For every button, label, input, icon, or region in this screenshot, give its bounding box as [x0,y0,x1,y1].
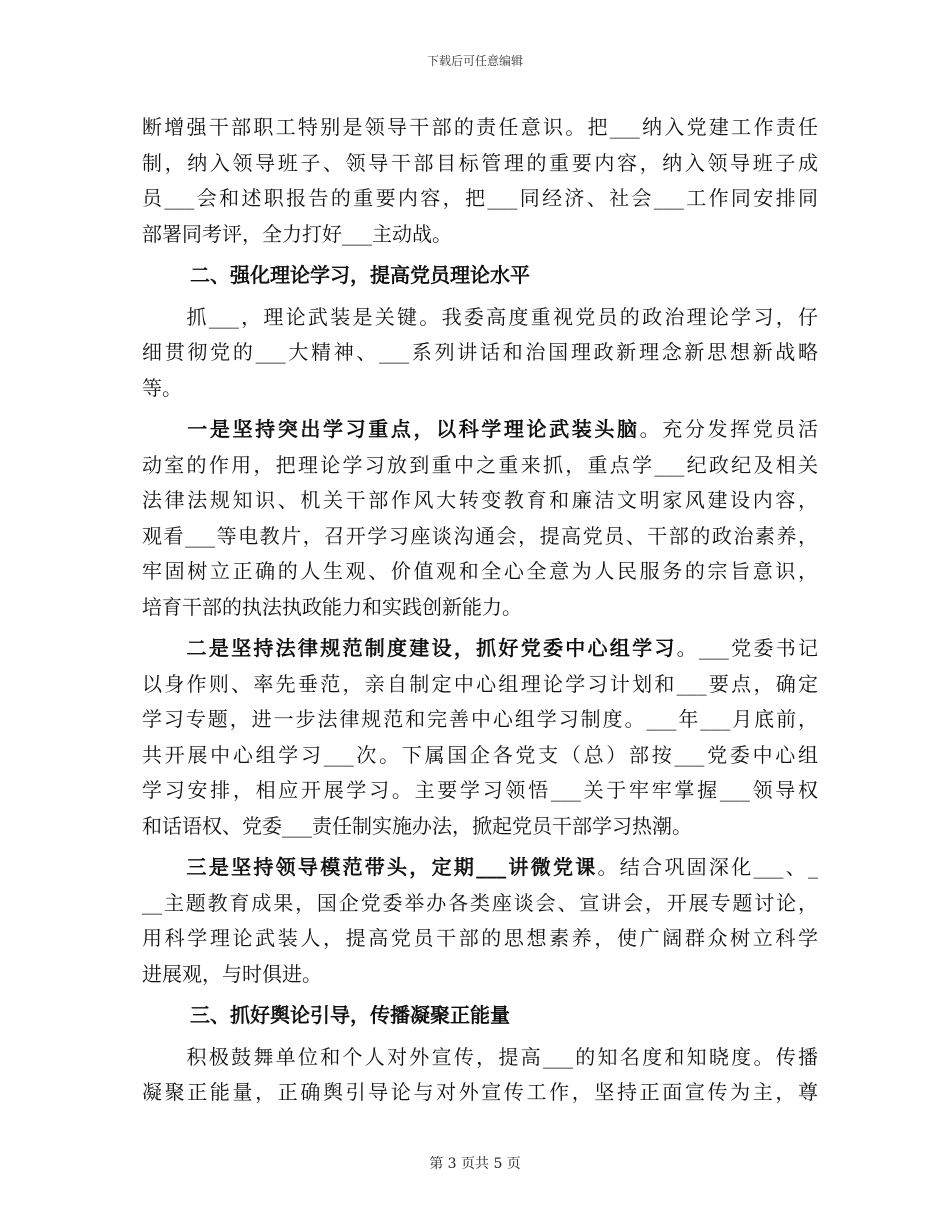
bold-lead: 二是坚持法律规范制度建设，抓好党委中心组学习 [142,636,677,660]
page-footer: 第 3 页共 5 页 [429,1156,521,1172]
text-line: 法律法规知识、机关干部作风大转变教育和廉洁文明家风建设内容， [142,488,818,512]
text-line: 动室的作用，把理论学习放到重中之重来抓，重点学___纪政纪及相关 [142,452,818,477]
text-line: 学习专题，进一步法律规范和完善中心组学习制度。___年___月底前， [142,707,818,731]
document-body [142,110,818,1111]
text-line: 进展观，与时俱进。 [142,961,322,986]
text-line: 等。 [142,375,182,400]
text-line: 培育干部的执法执政能力和实践创新能力。 [142,594,522,619]
text-line [142,631,818,667]
paragraph [142,1040,818,1111]
paragraph [142,110,818,252]
text-span: 。充分发挥党员活 [639,417,818,441]
text-line: 员___会和述职报告的重要内容，把___同经济、社会___工作同安排同 [142,186,818,210]
text-line: 断增强干部职工特别是领导干部的责任意识。把___纳入党建工作责任 [142,115,818,139]
text-line: 牢固树立正确的人生观、价值观和全心全意为人民服务的宗旨意识， [142,559,818,583]
text-line: __主题教育成果，国企党委举办各类座谈会、宣讲会，开展专题讨论， [142,890,818,915]
text-line: 和话语权、党委___责任制实施办法，掀起党员干部学习热潮。 [142,813,692,838]
text-line: 部署同考评，全力打好___主动战。 [142,221,452,246]
text-line: 细贯彻党的___大精神、___系列讲话和治国理政新理念新思想新战略 [142,340,818,364]
section-heading: 三、抓好舆论引导，传播凝聚正能量 [190,1003,510,1027]
text-line: 抓___，理论武装是关键。我委高度重视党员的政治理论学习，仔 [142,304,818,329]
text-span: 。___党委书记 [676,636,818,660]
text-line [142,850,818,886]
paragraph [142,412,818,625]
text-line: 学习安排，相应开展学习。主要学习领悟___关于牢牢掌握___领导权 [142,778,818,802]
text-line: 共开展中心组学习___次。下属国企各党支（总）部按___党委中心组 [142,742,818,767]
bold-lead: 三是坚持领导模范带头，定期___讲微党课 [142,855,598,879]
text-line: 制，纳入领导班子、领导干部目标管理的重要内容，纳入领导班子成 [142,150,818,175]
paragraph [142,850,818,992]
text-line: 用科学理论武装人，提高党员干部的思想素养，使广阔群众树立科学 [142,926,818,950]
bold-lead: 一是坚持突出学习重点，以科学理论武装头脑 [142,417,640,441]
paragraph [142,631,818,844]
text-span: 。结合巩固深化___、_ [597,855,818,879]
text-line: 凝聚正能量，正确舆引导论与对外宣传工作，坚持正面宣传为主，尊 [142,1080,818,1104]
text-line: 观看___等电教片，召开学习座谈沟通会，提高党员、干部的政治素养， [142,523,818,548]
text-line: 以身作则、率先垂范，亲自制定中心组理论学习计划和___要点，确定 [142,671,818,696]
page-header: 下载后可任意编辑 [426,54,523,68]
section-heading: 二、强化理论学习，提高党员理论水平 [190,263,530,287]
text-line [142,412,818,448]
text-line: 积极鼓舞单位和个人对外宣传，提高___的知名度和知晓度。传播 [142,1044,818,1069]
paragraph [142,300,818,407]
